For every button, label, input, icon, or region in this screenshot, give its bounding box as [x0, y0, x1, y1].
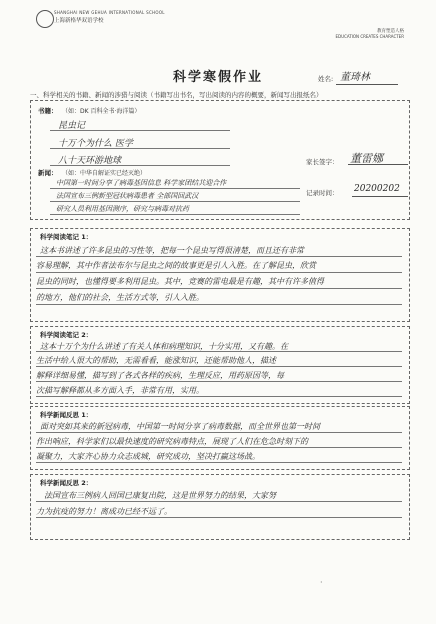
ruled-line — [36, 396, 402, 397]
signature-line — [348, 164, 408, 165]
note-line: 解释详细易懂，描写到了各式各样的疾病，生理反应，用药原因等，每 — [36, 371, 284, 380]
ruled-line — [36, 381, 402, 382]
page-mark: · — [320, 578, 323, 587]
note-label: 科学阅读笔记 2： — [40, 331, 93, 339]
note-line: 昆虫的同时，也懂得要多利用昆虫。其中，竞赛的雷电最是有趣，其中有许多值得 — [36, 277, 324, 286]
name-label: 姓名: — [318, 75, 334, 83]
section-title: 一、科学相关的书籍、新闻的涉猎与阅读（书籍写出书名，写出阅读的内容的概要，新闻写出报纸名） — [30, 91, 323, 99]
note-line: 作出响应，科学家们以最快速度的研究病毒特点，展现了人们在危急时刻下的 — [36, 437, 308, 446]
name-underline — [336, 84, 398, 85]
note-line: 的地方，他们的社会，生活方式等，引人入胜。 — [36, 293, 204, 302]
ruled-line — [36, 272, 402, 273]
note-label: 科学阅读笔记 1： — [40, 233, 93, 241]
news-line — [50, 201, 300, 202]
books-hint: （如：DK 百科全书·海洋篇） — [62, 108, 141, 115]
parent-signature-label: 家长签字： — [306, 158, 339, 166]
news-item: 研究人员利用基因测序，研究与病毒对抗药 — [56, 205, 189, 213]
note-line: 生活中给人很大的帮助，无需看看，能涨知识，还能帮助他人，描述 — [36, 356, 276, 365]
book-item: 十万个为什么 医学 — [58, 139, 133, 149]
ruled-line — [36, 517, 402, 518]
ruled-line — [36, 447, 402, 448]
ruled-line — [36, 351, 402, 352]
news-line — [50, 214, 300, 215]
parent-signature: 董雷娜 — [350, 152, 383, 165]
note-line: 这本书讲述了许多昆虫的习性等，把每一个昆虫写得很清楚，而且还有非常 — [40, 246, 304, 255]
note-line: 这本十万个为什么讲述了有关人体和病理知识，十分实用，又有趣。在 — [40, 342, 288, 351]
slogan-cn: 教育塑造人格 — [377, 29, 404, 34]
record-date-label: 记录时间： — [306, 189, 339, 197]
note-line: 容易理解，其中作者法布尔与昆虫之间的故事更是引人入胜。在了解昆虫，欣赏 — [36, 261, 316, 270]
news-item: 中国第一时间分享了病毒基因信息 科学家团结共迎合作 — [56, 179, 227, 187]
school-name-cn: 上海新格华双语学校 — [54, 18, 104, 24]
ruled-line — [36, 288, 402, 289]
note-label: 科学新闻反思 2： — [40, 479, 93, 487]
ruled-line — [36, 366, 402, 367]
ruled-line — [36, 256, 402, 257]
note-line: 凝聚力，大家齐心协力众志成城，研究成功，坚决打赢这场战。 — [36, 452, 260, 461]
ruled-line — [36, 304, 402, 305]
book-line — [50, 165, 230, 166]
name-value: 董琦林 — [340, 72, 370, 83]
page-title: 科学寒假作业 — [172, 70, 263, 85]
news-hint: （如：中华自解证实已经灭绝） — [62, 170, 147, 177]
date-line — [352, 196, 408, 197]
news-item: 法国宣布三例新型冠状病毒患者 全部国回武汉 — [56, 192, 199, 200]
school-logo-icon — [36, 10, 54, 28]
books-label: 书籍： — [38, 107, 58, 115]
note-line: 力为抗疫的努力！离成功已经不远了。 — [36, 507, 172, 516]
news-label: 新闻： — [38, 169, 58, 177]
ruled-line — [36, 501, 402, 502]
book-line — [50, 130, 230, 131]
note-line: 次描写解释都从多方面入手，非常有用，实用。 — [36, 386, 204, 395]
record-date: 20200202 — [354, 184, 400, 194]
note-line: 面对突如其来的新冠病毒，中国第一时间分享了病毒数据，而全世界也第一时间 — [40, 422, 320, 431]
book-item: 昆虫记 — [58, 121, 86, 131]
note-line: 法国宣布三例病人回国已康复出院，这是世界努力的结果，大家努 — [44, 491, 276, 500]
note-label: 科学新闻反思 1： — [40, 411, 93, 419]
ruled-line — [36, 432, 402, 433]
book-item: 八十天环游地球 — [58, 156, 122, 166]
slogan-en: EDUCATION CREATES CHARACTER — [335, 34, 404, 39]
book-line — [50, 148, 230, 149]
school-name-en: SHANGHAI NEW GEHUA INTERNATIONAL SCHOOL — [54, 10, 165, 15]
news-line — [50, 188, 300, 189]
reading-note-1-box — [30, 228, 410, 322]
ruled-line — [36, 462, 402, 463]
